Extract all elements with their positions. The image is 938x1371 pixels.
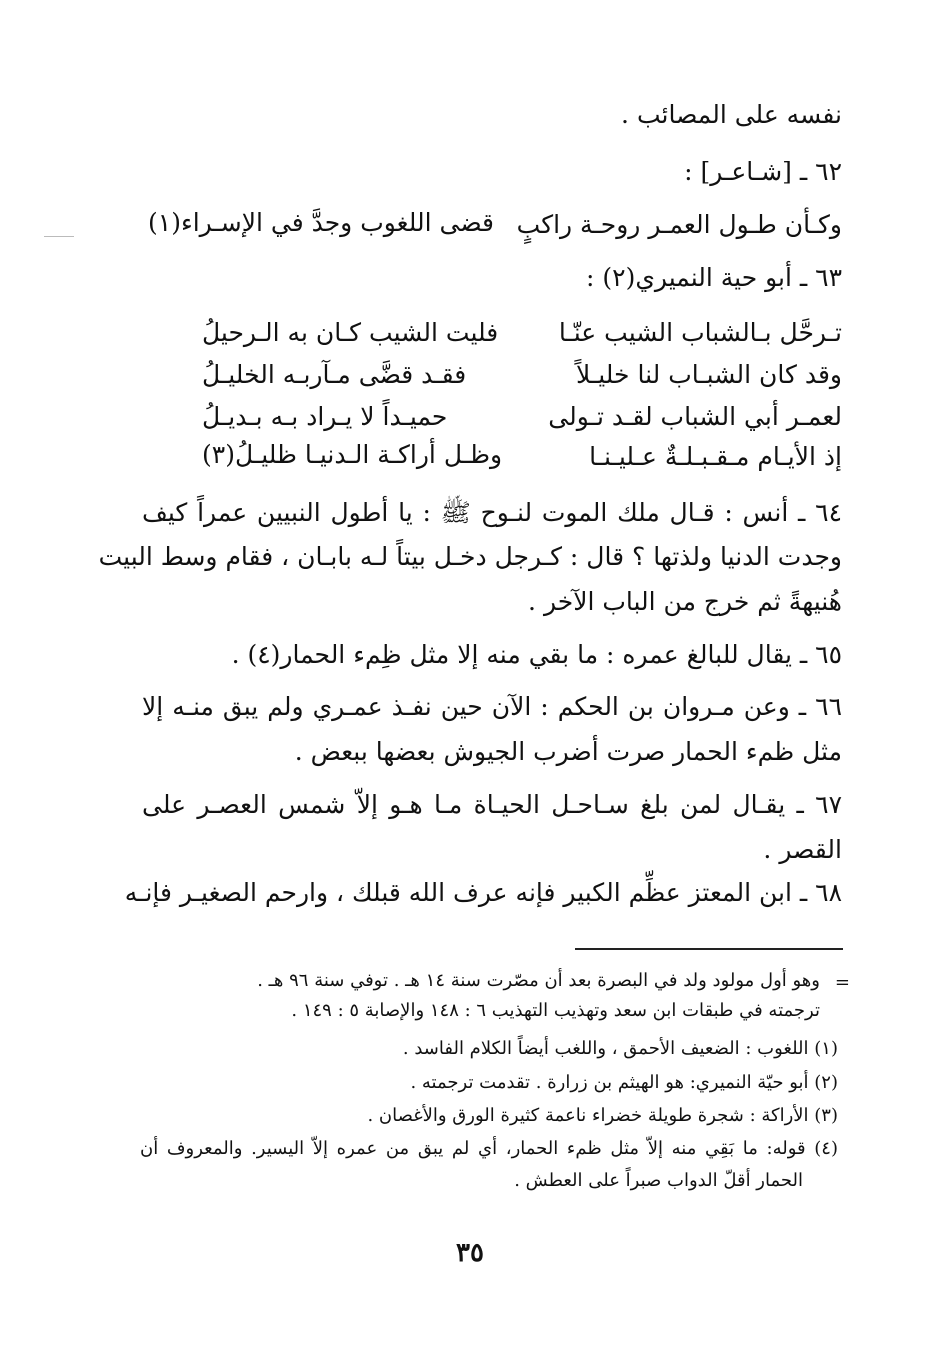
verse-63-3-first: لعمـر أبي الشباب لقـد تـولى [548,402,842,431]
page-number: ٣٥ [456,1238,484,1268]
footnote-2: (٢) أبو حيّة النميري: هو الهيثم بن زرارة . تقدمت ترجمته . [410,1072,838,1093]
verse-63-2-second: فقـد قضَّى مـآربـه الخليـلُ [202,360,467,389]
footnote-separator [575,948,843,950]
footnote-continuation-line-1: وهو أول مولود ولد في البصرة بعد أن مصّرت سنة ١٤ هـ . توفي سنة ٩٦ هـ . [257,970,820,991]
verse-62-first-hemistich: وكـأن طـول العمـر روحـة راكبٍ [516,210,842,239]
footnote-4-line-1: (٤) قوله: ما بَقِي منه إلاّ مثل ظمء الحمار، أي لم يبق من عمره إلاّ اليسير. والمعروف أن [140,1138,838,1159]
paragraph-64-line-2: وجدت الدنيا ولذتها ؟ قال : كـرجل دخـل بيتاً لـه بابـان ، فقام وسط البيت [98,542,842,571]
paragraph-65: ٦٥ ـ يقال للبالغ عمره : ما بقي منه إلا مثل ظِمء الحمار(٤) . [231,640,842,669]
verse-63-1-second: فليت الشيب كـان به الـرحيلُ [202,318,499,347]
footnote-continuation-line-2: ترجمته في طبقات ابن سعد وتهذيب التهذيب ٦ : ١٤٨ والإصابة ٥ : ١٤٩ . [291,1000,820,1021]
verse-63-4-first: إذ الأيـام مـقـبـلـةٌ عـليـنـا [589,442,842,471]
scan-mark [44,236,74,237]
footnote-3: (٣) الأراكة : شجرة طويلة خضراء ناعمة كثيرة الورق والأغصان . [367,1105,838,1126]
verse-63-3-second: حميـداً لا يـراد بـه بـديـلُ [202,402,448,431]
paragraph-68-line-1: ٦٨ ـ ابن المعتز عظِّم الكبير فإنه عرف الله قبلك ، وارحم الصغيـر فإنـه [124,878,842,907]
poet-heading-63: ٦٣ ـ أبو حية النميري(٢) : [586,263,842,292]
paragraph-64-line-1: ٦٤ ـ أنس : قـال ملك الموت لنـوح ﷺ : يا أطول النبيين عمراً كيف [142,498,842,527]
verse-63-2-first: وقد كان الشبـاب لنا خليـلاً [576,360,842,389]
footnote-4-line-2: الحمار أقلّ الدواب صبراً على العطش . [514,1170,803,1191]
footnote-1: (١) اللغوب : الضعيف الأحمق ، واللغب أيضاً الكلام الفاسد . [402,1038,838,1059]
paragraph-66-line-2: مثل ظمء الحمار صرت أضرب الجيوش بعضها ببعض . [294,737,842,766]
text-line: نفسه على المصائب . [621,100,842,129]
paragraph-67-line-2: القصر . [763,835,842,864]
footnote-continuation-mark: = [834,972,850,993]
poet-heading-62: ٦٢ ـ [شـاعـر] : [684,157,842,186]
verse-62-second-hemistich: قضى اللغوب وجدَّ في الإسـراء(١) [148,208,494,237]
paragraph-64-line-3: هُنيهةً ثم خرج من الباب الآخر . [528,587,842,616]
verse-63-4-second: وظـل أراكـة الـدنيـا ظليـلُ(٣) [202,440,503,469]
paragraph-67-line-1: ٦٧ ـ يقـال لمن بلغ سـاحـل الحيـاة مـا هـو إلاّ شمس العصـر على [142,790,842,819]
paragraph-66-line-1: ٦٦ ـ وعن مـروان بن الحكم : الآن حين نفـذ عمـري ولم يبق منـه إلا [142,692,842,721]
verse-63-1-first: تـرحَّل بـالشباب الشيب عنّـا [558,318,842,347]
